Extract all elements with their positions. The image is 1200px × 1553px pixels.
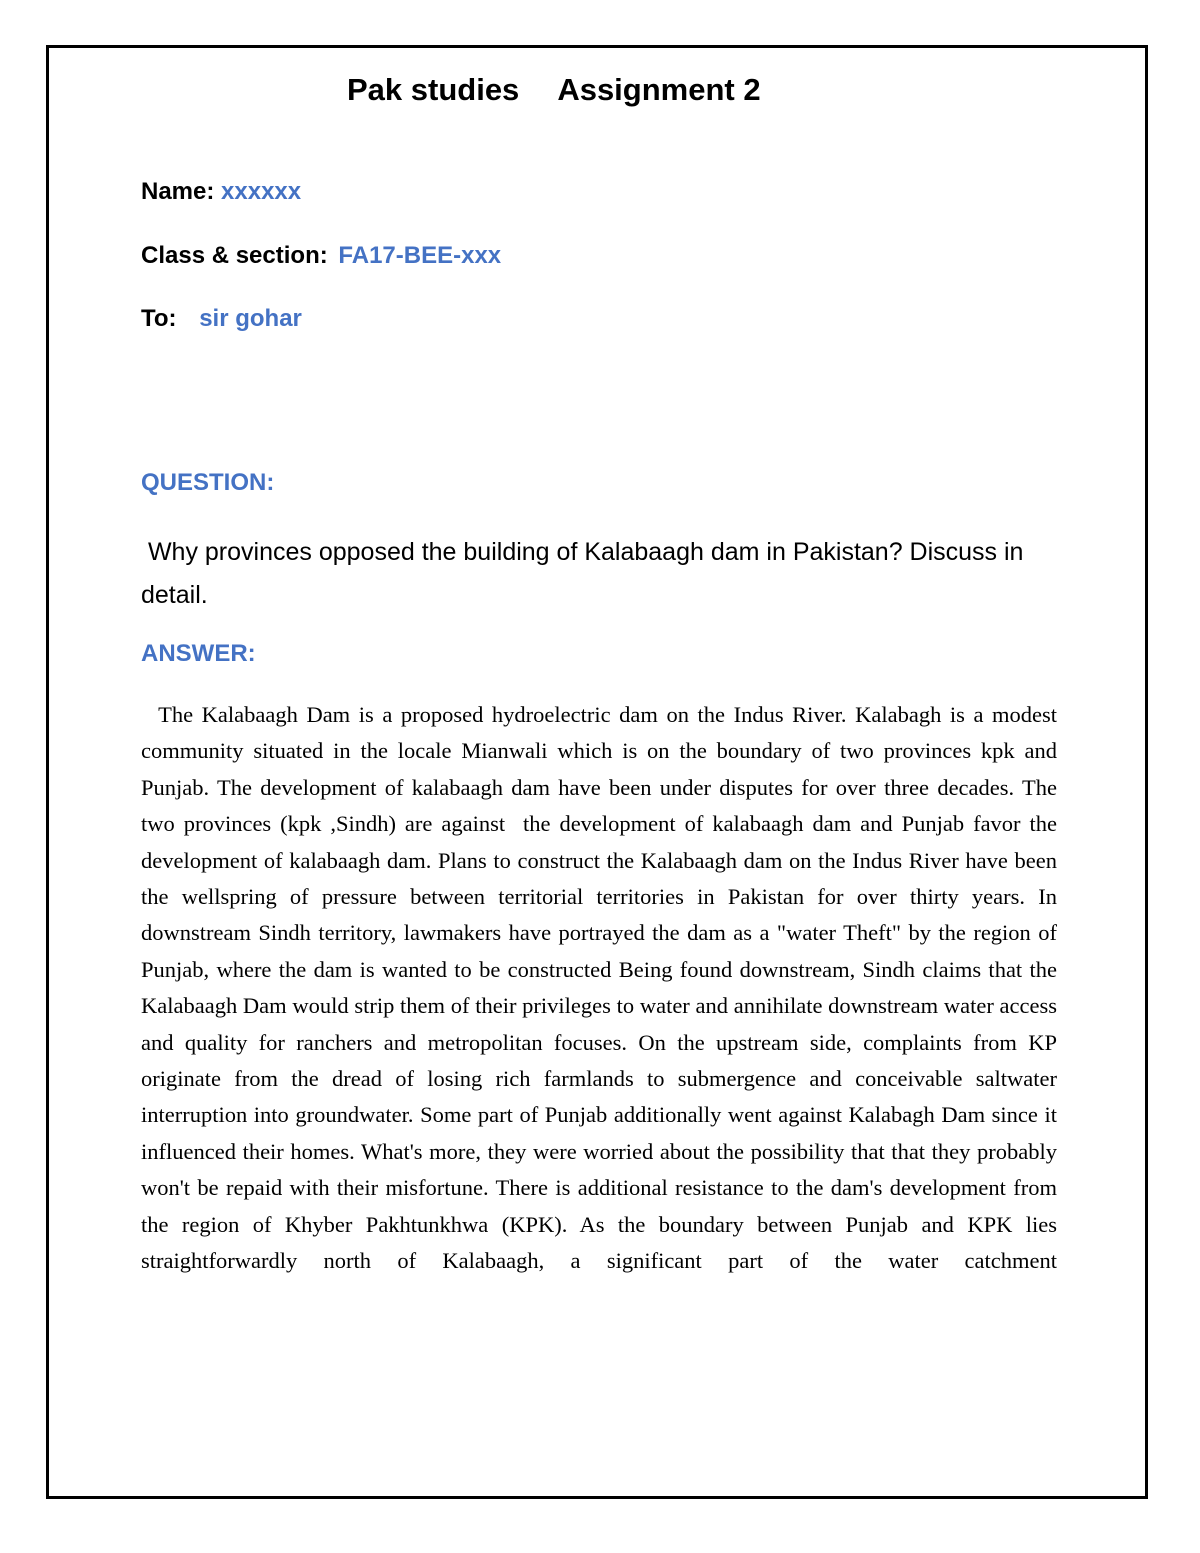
name-field [141, 178, 301, 206]
to-field [141, 305, 302, 333]
answer-text: The Kalabaagh Dam is a proposed hydroelectric dam on the Indus River. Kalabagh is a modest community situated in the locale Mianwali which is on the boundary of two provinces kpk and Punjab. The development of kalabaagh dam have been under disputes for over three decades. The two provinces (kpk ,Sindh) are against the development of kalabaagh dam and Punjab favor the development of kalabaagh dam. Plans to construct the Kalabaagh dam on the Indus River have been the wellspring of pressure between territorial territories in Pakistan for over thirty years. In downstream Sindh territory, lawmakers have portrayed the dam as a "water Theft" by the region of Punjab, where the dam is wanted to be constructed Being found downstream, Sindh claims that the Kalabaagh Dam would strip them of their privileges to water and annihilate downstream water access and quality for ranchers and metropolitan focuses. On the upstream side, complaints from KP originate from the dread of losing rich farmlands to submergence and conceivable saltwater interruption into groundwater. Some part of Punjab additionally went against Kalabagh Dam since it influenced their homes. What's more, they were worried about the possibility that that they probably won't be repaid with their misfortune. There is additional resistance to the dam's development from the region of Khyber Pakhtunkhwa (KPK). As the boundary between Punjab and KPK lies straightforwardly north of Kalabaagh, a significant part of the water catchment [141, 702, 1063, 1274]
class-section-field [141, 242, 501, 270]
name-value: xxxxxx [221, 178, 302, 205]
title-subject: Pak studies [347, 72, 520, 107]
document-title [347, 72, 761, 108]
to-label: To: [141, 305, 177, 332]
name-label: Name: [141, 178, 215, 205]
question-text: Why provinces opposed the building of Kalabaagh dam in Pakistan? Discuss in detail. [141, 538, 1031, 609]
to-value: sir gohar [199, 305, 302, 332]
class-section-label: Class & section: [141, 242, 328, 269]
title-assignment: Assignment 2 [557, 72, 761, 107]
answer-heading: ANSWER: [141, 640, 256, 667]
question-heading: QUESTION: [141, 469, 275, 496]
class-section-value: FA17-BEE-xxx [338, 242, 502, 269]
